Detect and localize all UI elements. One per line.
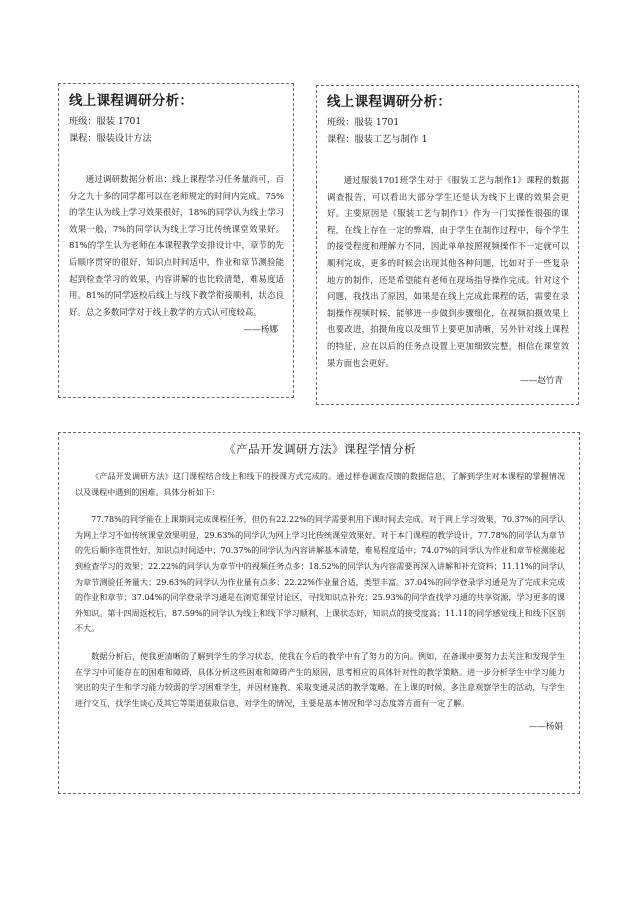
class-label: 班级：服装 1701 (69, 116, 142, 127)
card-title: 线上课程调研分析： (327, 94, 452, 110)
analysis-paragraph: 通过调研数据分析出：线上课程学习任务量尚可，百分之九十多的同学都可以在老师规定的时间内完成。75%的学生认为线上学习效果很好，18%的同学认为线上学习效果一般，7%的同学认为线上学习比传统课堂效果好。81%的学生认为老师在本课程教学安排设计中，章节的先后顺序贯穿的很好，知识点时间适中，作业和章节测验能起到检查学习的效果，内容讲解的也比较清楚，难易度适用。81%的同学返校后线上与线下教学衔接顺利，状态良好。总之多数同学对于线上教学的方式认可度较高。 (69, 174, 284, 317)
card-title: 《产品开发调研方法》课程学情分析 (224, 442, 416, 456)
survey-data-paragraph: 77.78%的同学能在上课期间完成课程任务，但仍有22.22%的同学需要利用下课时间去完成。对于网上学习效果，70.37%的同学认为网上学习不如传统课堂效果明显，29.63%的同学认为网上学习比传统课堂效果好。对于本门课程的教学设计，77.78%的同学认为章节的先后顺序连贯性好，知识点时间适中；70.37%的同学认为内容讲解基本清楚，难易程度适中；74.07%的同学认为作业和章节检测能起到检查学习的效果；22.22%的同学认为章节中的视频任务点多；18.52%的同学认为内容需要再深入讲解和补充资料；11.11%的同学认为章节测验任务量大；29.63%的同学认为作业量有点多；22.22%作业量合适，类型丰富。37.04%的同学登录学习通是为了完成未完成的作业和章节；37.04%的同学登录学习通是在浏览课堂讨论区，寻找知识点补充；25.93%的同学查找学习通的共享资源，学习更多的课外知识。第十四周返校后，87.59%的同学认为线上和线下学习顺利，上课状态好，知识点的接受度高；11.11的同学感觉线上和线下区别不大。 (75, 515, 565, 634)
conclusion-paragraph: 数据分析后，使我更清晰的了解到学生的学习状态，使我在今后的教学中有了努力的方向。例如，在备课中要努力去关注和发现学生在学习中可能存在的困难和障碍，具体分析这些困难和障碍产生的原因，思考相应的具体针对性的教学策略。进一步分析学生中学习能力突出的尖子生和学习能力较弱的学习困难学生，并因材施教、采取变通灵活的教学策略。在上课的时候，多注意观察学生的活动，与学生进行交互，找学生谈心及其它等渠道获取信息，对学生的情况，主要是基本情况和学习态度等方面有一定了解。 (75, 651, 565, 708)
course-analysis-card-garment-craft (316, 85, 579, 405)
class-label: 班级：服装 1701 (327, 117, 400, 128)
card-title: 线上课程调研分析： (69, 93, 194, 109)
course-label: 课程：服装工艺与制作 1 (327, 134, 428, 145)
product-development-analysis-card (58, 432, 580, 794)
author-signature: ——赵竹青 (520, 376, 563, 387)
course-analysis-card-fashion-design (58, 83, 294, 398)
course-label: 课程：服装设计方法 (69, 133, 152, 144)
intro-paragraph: 《产品开发调研方法》这门课程结合线上和线下的授课方式完成的。通过样卷调查反馈的数据信息，了解到学生对本课程的掌握情况以及课程中遇到的困难。具体分析如下： (75, 472, 565, 497)
author-signature: ——杨娜 (243, 325, 278, 336)
author-signature: ——杨娟 (528, 722, 563, 733)
analysis-paragraph: 通过服装1701班学生对于《服装工艺与制作1》课程的数据调查报告，可以看出大部分学生还是认为线下上课的效果会更好。主要原因是《服装工艺与制作1》作为一门实操性很强的课程，在线上存在一定的弊端，由于学生在制作过程中，每个学生的接受程度和理解力不同，因此单单按照视频操作不一定就可以顺利完成，更多的时候会出现其他各种问题，比如对于一些复杂地方的制作，还是希望能有老师在现场指导操作完成。针对这个问题，我找出了原因，如果是在线上完成此课程的话，需要在录制操作视频时候，能够进一步做到步骤细化，在视频拍摄效果上也要改进，拍摄角度以及细节上要更加清晰，另外针对线上课程的特征，应在以后的任务点设置上更加细致完整，相信在课堂效果方面也会更好。 (327, 175, 569, 368)
